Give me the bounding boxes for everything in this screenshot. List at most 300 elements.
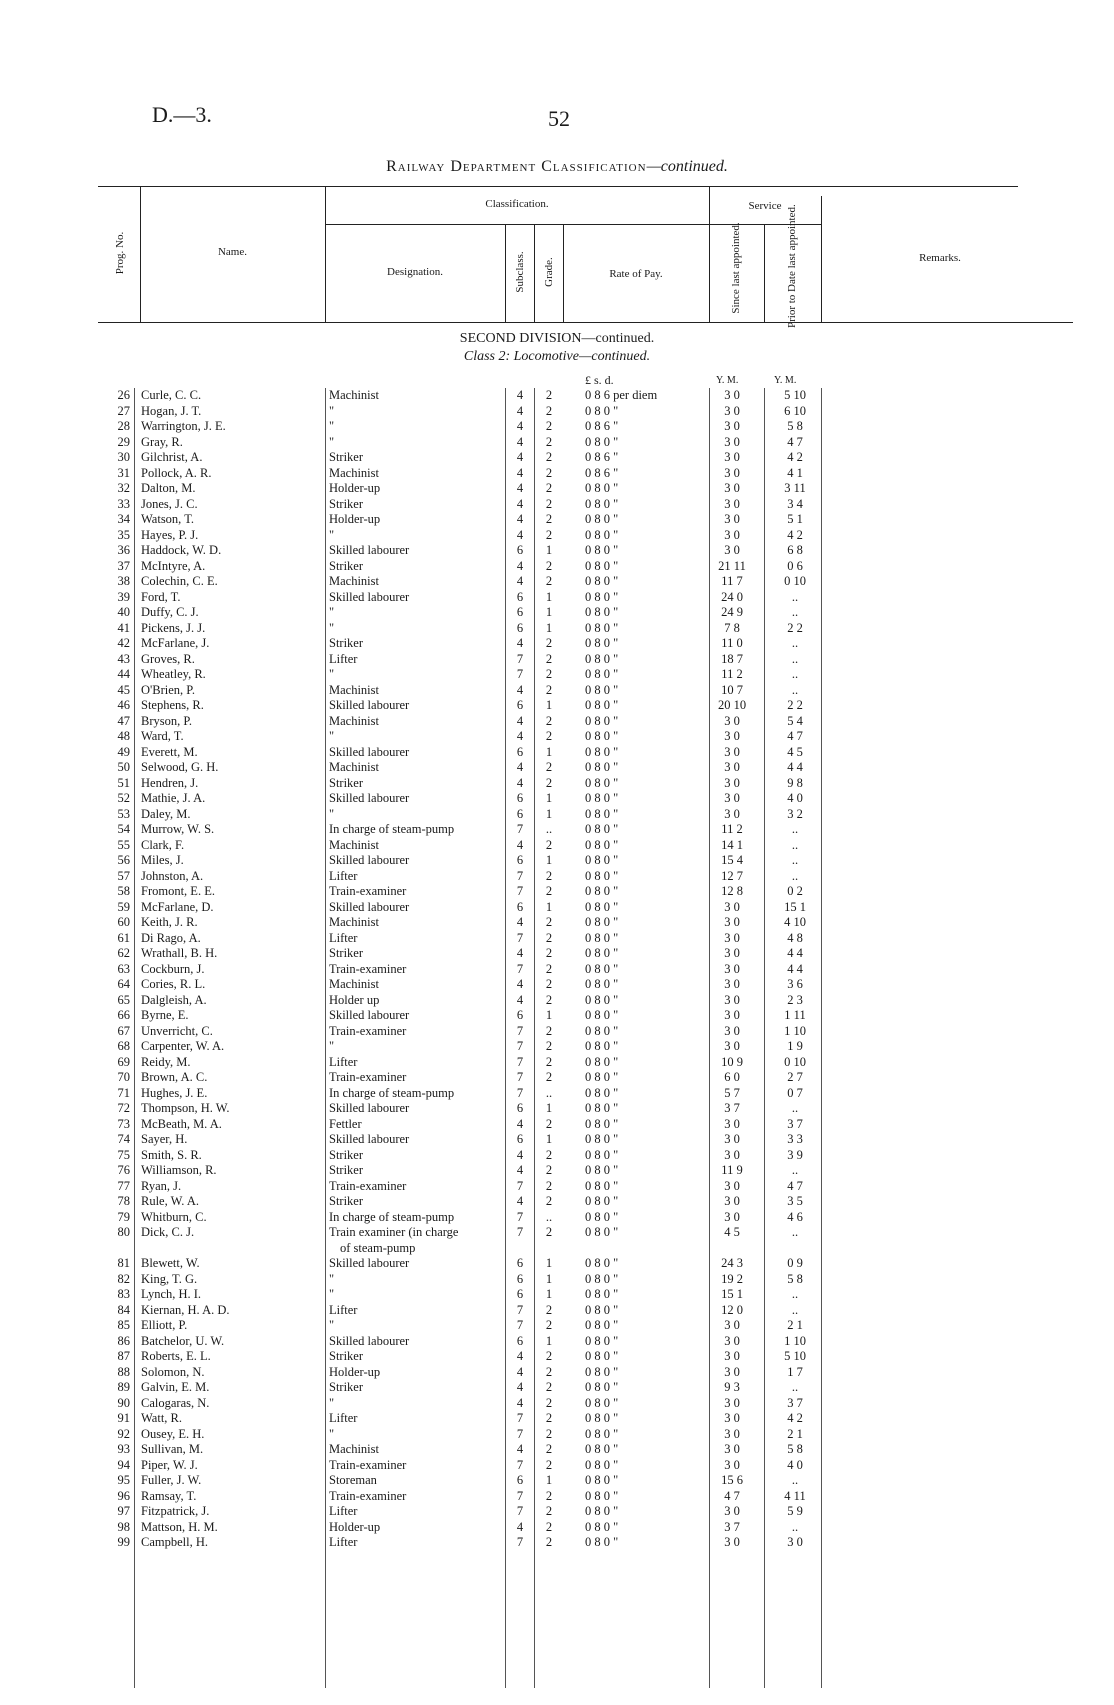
cell-name: Piper, W. J. bbox=[141, 1457, 198, 1472]
cell-grade: 2 bbox=[545, 1318, 553, 1332]
cell-designation: Skilled labourer bbox=[329, 744, 410, 759]
cell-rate-of-pay: 0 8 0 " bbox=[585, 605, 619, 619]
section-title: SECOND DIVISION—continued. bbox=[459, 331, 655, 346]
table-row bbox=[0, 652, 1114, 668]
cell-since-last: 3 0 bbox=[724, 1411, 740, 1425]
cell-grade: 2 bbox=[545, 1194, 553, 1208]
cell-since-last: 3 0 bbox=[724, 388, 740, 402]
table-row bbox=[0, 1504, 1114, 1520]
cell-grade: 2 bbox=[545, 930, 553, 945]
cell-name: Gilchrist, A. bbox=[141, 450, 203, 464]
cell-rate-of-pay: 0 8 0 " bbox=[585, 512, 619, 526]
cell-grade: 1 bbox=[545, 853, 553, 867]
cell-designation: Skilled labourer bbox=[329, 1008, 410, 1022]
cell-prior-to-date: 6 10 bbox=[784, 403, 806, 418]
cell-grade: 2 bbox=[545, 1457, 553, 1472]
cell-rate-of-pay: 0 8 0 " bbox=[585, 698, 619, 712]
cell-designation: Lifter bbox=[329, 1302, 358, 1317]
cell-rate-of-pay: 0 8 0 " bbox=[585, 651, 619, 666]
cell-designation: Striker bbox=[329, 1147, 364, 1162]
cell-prog-no: 41 bbox=[117, 620, 130, 635]
cell-subclass: 4 bbox=[516, 388, 524, 402]
cell-subclass: 4 bbox=[516, 713, 524, 728]
cell-designation: Lifter bbox=[329, 1504, 358, 1518]
cell-subclass: 4 bbox=[516, 977, 524, 991]
cell-grade: 2 bbox=[545, 1147, 553, 1162]
col-prior-to-date: Prior to Date last appointed. bbox=[786, 204, 798, 328]
cell-prior-to-date: 4 0 bbox=[787, 791, 803, 805]
table-row bbox=[0, 1535, 1114, 1551]
cell-grade: 2 bbox=[545, 1504, 553, 1518]
cell-designation: Train-examiner bbox=[329, 1178, 407, 1193]
table-row bbox=[0, 822, 1114, 838]
cell-name: Watson, T. bbox=[141, 512, 195, 526]
cell-subclass: 4 bbox=[516, 915, 524, 929]
cell-rate-of-pay: 0 8 0 " bbox=[585, 760, 619, 774]
cell-prior-to-date: .. bbox=[791, 1101, 799, 1115]
cell-grade: 2 bbox=[545, 1488, 553, 1503]
cell-grade: 1 bbox=[545, 744, 553, 759]
cell-name: Campbell, H. bbox=[141, 1535, 209, 1549]
cell-grade: .. bbox=[545, 822, 553, 836]
cell-prog-no: 44 bbox=[117, 667, 130, 681]
cell-grade: 2 bbox=[545, 760, 553, 774]
cell-rate-of-pay: 0 8 0 " bbox=[585, 822, 619, 836]
table-row bbox=[0, 621, 1114, 637]
table-row bbox=[0, 1380, 1114, 1396]
cell-rate-of-pay: 0 8 0 " bbox=[585, 1395, 619, 1410]
table-row bbox=[0, 636, 1114, 652]
cell-designation: " bbox=[329, 605, 335, 619]
cell-name: Mattson, H. M. bbox=[141, 1519, 218, 1534]
table-row bbox=[0, 1070, 1114, 1086]
cell-subclass: 6 bbox=[516, 899, 524, 914]
cell-designation: Lifter bbox=[329, 1054, 358, 1069]
cell-grade: 2 bbox=[545, 496, 553, 511]
cell-prior-to-date: .. bbox=[791, 1519, 799, 1534]
cell-prior-to-date: 5 8 bbox=[787, 419, 803, 433]
cell-subclass: 7 bbox=[516, 651, 524, 666]
cell-since-last: 3 0 bbox=[724, 1132, 740, 1146]
cell-since-last: 3 0 bbox=[724, 1008, 740, 1022]
cell-prior-to-date: 5 8 bbox=[787, 1442, 803, 1456]
cell-rate-of-pay: 0 8 0 " bbox=[585, 1178, 619, 1193]
cell-prog-no: 32 bbox=[117, 481, 130, 495]
cell-prog-no: 66 bbox=[117, 1008, 130, 1022]
cell-rate-of-pay: 0 8 0 " bbox=[585, 1070, 619, 1084]
cell-name: Ramsay, T. bbox=[141, 1488, 197, 1503]
cell-name: Wheatley, R. bbox=[141, 667, 206, 681]
cell-grade: 2 bbox=[545, 837, 553, 852]
cell-subclass: 7 bbox=[516, 930, 524, 945]
cell-prior-to-date: 0 7 bbox=[787, 1085, 803, 1100]
cell-designation: In charge of steam-pump bbox=[329, 1209, 455, 1224]
cell-rate-of-pay: 0 8 0 " bbox=[585, 1426, 619, 1441]
cell-subclass: 6 bbox=[516, 1271, 524, 1286]
cell-subclass: 6 bbox=[516, 806, 524, 821]
cell-rate-of-pay: 0 8 0 " bbox=[585, 574, 619, 588]
service-rule bbox=[709, 224, 821, 225]
table-row bbox=[0, 404, 1114, 420]
cell-rate-of-pay: 0 8 0 " bbox=[585, 1101, 619, 1115]
cell-prior-to-date: 3 5 bbox=[787, 1194, 803, 1208]
cell-rate-of-pay: 0 8 0 " bbox=[585, 853, 619, 867]
table-row bbox=[0, 1179, 1114, 1195]
cell-prog-no: 34 bbox=[117, 512, 130, 526]
cell-rate-of-pay: 0 8 0 " bbox=[585, 930, 619, 945]
cell-prior-to-date: 15 1 bbox=[784, 899, 806, 914]
cell-grade: 2 bbox=[545, 868, 553, 883]
cell-since-last: 10 9 bbox=[721, 1054, 743, 1069]
cell-prior-to-date: 4 7 bbox=[787, 729, 803, 743]
cell-subclass: 6 bbox=[516, 853, 524, 867]
cell-subclass: 6 bbox=[516, 589, 524, 604]
cell-subclass: 4 bbox=[516, 574, 524, 588]
cell-rate-of-pay: 0 8 0 " bbox=[585, 1054, 619, 1069]
cell-prog-no: 61 bbox=[117, 930, 130, 945]
cell-name: McFarlane, D. bbox=[141, 899, 214, 914]
cell-designation: Striker bbox=[329, 558, 364, 573]
cell-since-last: 15 6 bbox=[721, 1473, 743, 1487]
cell-prog-no: 35 bbox=[117, 527, 130, 542]
cell-since-last: 24 0 bbox=[721, 589, 743, 604]
cell-prior-to-date: 2 7 bbox=[787, 1070, 803, 1084]
cell-designation: Holder-up bbox=[329, 512, 381, 526]
cell-subclass: 4 bbox=[516, 434, 524, 449]
document-id: D.—3. bbox=[152, 102, 212, 127]
cell-rate-of-pay: 0 8 0 " bbox=[585, 915, 619, 929]
cell-rate-of-pay: 0 8 0 " bbox=[585, 682, 619, 697]
cell-subclass: 6 bbox=[516, 1287, 524, 1301]
cell-prog-no: 67 bbox=[117, 1023, 130, 1038]
cell-designation: Skilled labourer bbox=[329, 853, 410, 867]
cell-designation: " bbox=[329, 434, 335, 449]
table-row bbox=[0, 1039, 1114, 1055]
cell-designation: Machinist bbox=[329, 713, 379, 728]
table-row bbox=[0, 559, 1114, 575]
cell-grade: 2 bbox=[545, 651, 553, 666]
cell-designation: " bbox=[329, 1426, 335, 1441]
table-row bbox=[0, 1163, 1114, 1179]
cell-designation: Holder-up bbox=[329, 1364, 381, 1379]
cell-subclass: 6 bbox=[516, 1473, 524, 1487]
cell-prior-to-date: 5 10 bbox=[784, 1349, 806, 1363]
cell-prog-no: 31 bbox=[117, 465, 130, 480]
cell-rate-of-pay: 0 8 0 " bbox=[585, 1256, 619, 1270]
cell-prog-no: 60 bbox=[117, 915, 130, 929]
cell-designation: Skilled labourer bbox=[329, 791, 410, 805]
cell-since-last: 3 0 bbox=[724, 899, 740, 914]
table-row bbox=[0, 450, 1114, 466]
cell-subclass: 6 bbox=[516, 744, 524, 759]
table-row bbox=[0, 993, 1114, 1009]
cell-designation: Storeman bbox=[329, 1473, 377, 1487]
cell-name: Pollock, A. R. bbox=[141, 465, 212, 480]
section-subtitle: Class 2: Locomotive—continued. bbox=[463, 349, 651, 364]
cell-designation: Skilled labourer bbox=[329, 698, 410, 712]
cell-subclass: 4 bbox=[516, 1442, 524, 1456]
cell-rate-of-pay: 0 8 0 " bbox=[585, 868, 619, 883]
cell-since-last: 3 0 bbox=[724, 992, 740, 1007]
cell-grade: 2 bbox=[545, 388, 553, 402]
cell-designation: Machinist bbox=[329, 1442, 379, 1456]
cell-prior-to-date: 5 10 bbox=[784, 388, 806, 402]
cell-designation: Machinist bbox=[329, 465, 379, 480]
cell-since-last: 3 0 bbox=[724, 1194, 740, 1208]
cell-grade: 2 bbox=[545, 713, 553, 728]
cell-name: McFarlane, J. bbox=[141, 636, 210, 650]
cell-since-last: 6 0 bbox=[724, 1070, 740, 1084]
cell-grade: 2 bbox=[545, 636, 553, 650]
cell-since-last: 5 7 bbox=[724, 1085, 740, 1100]
cell-prog-no: 89 bbox=[117, 1380, 130, 1394]
cell-designation: " bbox=[329, 1039, 335, 1053]
cell-subclass: 6 bbox=[516, 791, 524, 805]
cell-prog-no: 88 bbox=[117, 1364, 130, 1379]
cell-name: Calogaras, N. bbox=[141, 1395, 210, 1410]
cell-name: Ousey, E. H. bbox=[141, 1426, 205, 1441]
cell-since-last: 3 0 bbox=[724, 977, 740, 991]
cell-prior-to-date: 3 9 bbox=[787, 1147, 803, 1162]
cell-prior-to-date: 2 1 bbox=[787, 1318, 803, 1332]
cell-rate-of-pay: 0 8 6 " bbox=[585, 465, 619, 480]
cell-subclass: 7 bbox=[516, 1318, 524, 1332]
table-row bbox=[0, 745, 1114, 761]
cell-subclass: 4 bbox=[516, 1349, 524, 1363]
cell-grade: 2 bbox=[545, 1023, 553, 1038]
cell-rate-of-pay: 0 8 0 " bbox=[585, 744, 619, 759]
cell-prior-to-date: 5 4 bbox=[787, 713, 803, 728]
cell-prior-to-date: 3 7 bbox=[787, 1395, 803, 1410]
cell-designation: " bbox=[329, 667, 335, 681]
cell-since-last: 3 0 bbox=[724, 1395, 740, 1410]
cell-name: Jones, J. C. bbox=[141, 496, 198, 511]
cell-designation: Holder-up bbox=[329, 1519, 381, 1534]
cell-prog-no: 65 bbox=[117, 992, 130, 1007]
cell-prior-to-date: 3 3 bbox=[787, 1132, 803, 1146]
cell-designation: " bbox=[329, 620, 335, 635]
cell-grade: 2 bbox=[545, 434, 553, 449]
cell-prog-no: 79 bbox=[117, 1209, 130, 1224]
cell-prog-no: 64 bbox=[117, 977, 130, 991]
cell-since-last: 3 0 bbox=[724, 1364, 740, 1379]
cell-prior-to-date: 5 1 bbox=[787, 512, 803, 526]
cell-since-last: 3 7 bbox=[724, 1519, 740, 1534]
cell-subclass: 7 bbox=[516, 1023, 524, 1038]
cell-since-last: 3 0 bbox=[724, 434, 740, 449]
cell-subclass: 4 bbox=[516, 729, 524, 743]
table-row bbox=[0, 590, 1114, 606]
cell-prior-to-date: 4 0 bbox=[787, 1457, 803, 1472]
cell-prior-to-date: 0 10 bbox=[784, 1054, 806, 1069]
cell-grade: 2 bbox=[545, 884, 553, 898]
cell-prog-no: 53 bbox=[117, 806, 130, 821]
cell-grade: .. bbox=[545, 1085, 553, 1100]
table-row bbox=[0, 884, 1114, 900]
table-row bbox=[0, 1473, 1114, 1489]
cell-name: Ward, T. bbox=[141, 729, 184, 743]
cell-subclass: 4 bbox=[516, 837, 524, 852]
cell-since-last: 3 0 bbox=[724, 1147, 740, 1162]
cell-designation: In charge of steam-pump bbox=[329, 822, 455, 836]
cell-since-last: 14 1 bbox=[721, 837, 743, 852]
table-row bbox=[0, 543, 1114, 559]
table-row bbox=[0, 1024, 1114, 1040]
cell-prog-no: 52 bbox=[117, 791, 130, 805]
cell-grade: 2 bbox=[545, 1395, 553, 1410]
cell-prior-to-date: .. bbox=[791, 636, 799, 650]
cell-grade: 2 bbox=[545, 1380, 553, 1394]
cell-subclass: 7 bbox=[516, 667, 524, 681]
cell-grade: 2 bbox=[545, 1349, 553, 1363]
cell-name: McIntyre, A. bbox=[141, 558, 206, 573]
cell-prog-no: 45 bbox=[117, 682, 130, 697]
cell-prog-no: 82 bbox=[117, 1271, 130, 1286]
cell-grade: 1 bbox=[545, 1132, 553, 1146]
cell-grade: 2 bbox=[545, 558, 553, 573]
cell-grade: 1 bbox=[545, 543, 553, 557]
cell-designation: " bbox=[329, 729, 335, 743]
cell-subclass: 7 bbox=[516, 961, 524, 976]
table-row bbox=[0, 1334, 1114, 1350]
cell-designation: Striker bbox=[329, 1163, 364, 1177]
cell-designation: " bbox=[329, 527, 335, 542]
cell-prog-no: 98 bbox=[117, 1519, 130, 1534]
table-row bbox=[0, 1489, 1114, 1505]
cell-subclass: 4 bbox=[516, 558, 524, 573]
cell-prior-to-date: .. bbox=[791, 1302, 799, 1317]
cell-grade: 2 bbox=[545, 1054, 553, 1069]
units-pay: £ s. d. bbox=[585, 373, 614, 387]
cell-prior-to-date: 3 7 bbox=[787, 1116, 803, 1131]
header-rule-top bbox=[98, 186, 1018, 187]
cell-name: Haddock, W. D. bbox=[141, 543, 222, 557]
cell-designation: Machinist bbox=[329, 574, 379, 588]
cell-since-last: 4 5 bbox=[724, 1225, 740, 1239]
table-row bbox=[0, 1318, 1114, 1334]
table-row bbox=[0, 574, 1114, 590]
cell-designation: Skilled labourer bbox=[329, 1101, 410, 1115]
cell-subclass: 4 bbox=[516, 1380, 524, 1394]
cell-grade: 1 bbox=[545, 1008, 553, 1022]
cell-since-last: 3 0 bbox=[724, 1023, 740, 1038]
cell-since-last: 12 0 bbox=[721, 1302, 743, 1317]
cell-prog-no: 62 bbox=[117, 946, 130, 960]
cell-grade: 2 bbox=[545, 946, 553, 960]
cell-name: Curle, C. C. bbox=[141, 388, 202, 402]
cell-rate-of-pay: 0 8 0 " bbox=[585, 1008, 619, 1022]
col-service: Service bbox=[748, 200, 782, 212]
cell-since-last: 3 0 bbox=[724, 403, 740, 418]
cell-subclass: 4 bbox=[516, 946, 524, 960]
cell-prog-no: 84 bbox=[117, 1302, 130, 1317]
cell-since-last: 3 0 bbox=[724, 806, 740, 821]
cell-name: Batchelor, U. W. bbox=[141, 1333, 225, 1348]
header-rule-bottom bbox=[98, 322, 1073, 323]
header-div-4 bbox=[534, 224, 535, 322]
cell-subclass: 4 bbox=[516, 1116, 524, 1131]
cell-grade: 2 bbox=[545, 450, 553, 464]
cell-subclass: 6 bbox=[516, 1333, 524, 1348]
cell-name: Colechin, C. E. bbox=[141, 574, 218, 588]
cell-rate-of-pay: 0 8 0 " bbox=[585, 558, 619, 573]
table-row bbox=[0, 1148, 1114, 1164]
cell-rate-of-pay: 0 8 0 " bbox=[585, 1132, 619, 1146]
table-row bbox=[0, 497, 1114, 513]
cell-designation: Lifter bbox=[329, 930, 358, 945]
cell-rate-of-pay: 0 8 0 " bbox=[585, 1302, 619, 1317]
cell-name: Roberts, E. L. bbox=[141, 1349, 211, 1363]
cell-prior-to-date: 3 0 bbox=[787, 1535, 803, 1549]
cell-designation: of steam-pump bbox=[340, 1240, 416, 1255]
cell-name: Ryan, J. bbox=[141, 1178, 182, 1193]
cell-prior-to-date: 2 1 bbox=[787, 1426, 803, 1441]
cell-prog-no: 40 bbox=[117, 605, 130, 619]
cell-grade: 2 bbox=[545, 1116, 553, 1131]
cell-since-last: 10 7 bbox=[721, 682, 743, 697]
cell-since-last: 3 0 bbox=[724, 465, 740, 480]
cell-subclass: 7 bbox=[516, 1426, 524, 1441]
cell-grade: 2 bbox=[545, 992, 553, 1007]
cell-designation: Train-examiner bbox=[329, 961, 407, 976]
table-row bbox=[0, 528, 1114, 544]
cell-since-last: 3 0 bbox=[724, 1426, 740, 1441]
cell-prior-to-date: 4 2 bbox=[787, 1411, 803, 1425]
cell-prior-to-date: 4 2 bbox=[787, 450, 803, 464]
cell-rate-of-pay: 0 8 0 " bbox=[585, 1457, 619, 1472]
cell-name: Unverricht, C. bbox=[141, 1023, 213, 1038]
cell-name: Kiernan, H. A. D. bbox=[141, 1302, 230, 1317]
cell-prior-to-date: 5 8 bbox=[787, 1271, 803, 1286]
cell-prior-to-date: 1 11 bbox=[784, 1008, 806, 1022]
cell-subclass: 7 bbox=[516, 1225, 524, 1239]
cell-prior-to-date: 9 8 bbox=[787, 775, 803, 790]
cell-since-last: 3 0 bbox=[724, 744, 740, 759]
cell-prog-no: 28 bbox=[117, 419, 130, 433]
cell-prior-to-date: 4 11 bbox=[784, 1488, 806, 1503]
cell-rate-of-pay: 0 8 0 " bbox=[585, 713, 619, 728]
cell-name: Miles, J. bbox=[141, 853, 184, 867]
cell-grade: 2 bbox=[545, 1535, 553, 1549]
cell-name: Carpenter, W. A. bbox=[141, 1039, 225, 1053]
cell-grade: 1 bbox=[545, 620, 553, 635]
cell-since-last: 11 2 bbox=[721, 667, 743, 681]
cell-prior-to-date: 0 10 bbox=[784, 574, 806, 588]
cell-prog-no: 93 bbox=[117, 1442, 130, 1456]
cell-rate-of-pay: 0 8 0 " bbox=[585, 1023, 619, 1038]
cell-grade: 2 bbox=[545, 512, 553, 526]
cell-grade: 1 bbox=[545, 1473, 553, 1487]
cell-since-last: 3 0 bbox=[724, 1333, 740, 1348]
cell-since-last: 4 7 bbox=[724, 1488, 740, 1503]
cell-name: Hayes, P. J. bbox=[141, 527, 199, 542]
cell-prog-no: 30 bbox=[117, 450, 130, 464]
table-row bbox=[0, 1287, 1114, 1303]
cell-prior-to-date: 0 9 bbox=[787, 1256, 803, 1270]
cell-name: Dick, C. J. bbox=[141, 1225, 195, 1239]
cell-prior-to-date: .. bbox=[791, 589, 799, 604]
table-row bbox=[0, 1427, 1114, 1443]
table-row bbox=[0, 481, 1114, 497]
cell-name: Fitzpatrick, J. bbox=[141, 1504, 210, 1518]
cell-rate-of-pay: 0 8 0 " bbox=[585, 1488, 619, 1503]
cell-prior-to-date: 4 4 bbox=[787, 760, 803, 774]
cell-subclass: 6 bbox=[516, 698, 524, 712]
cell-designation: Skilled labourer bbox=[329, 1132, 410, 1146]
cell-since-last: 18 7 bbox=[721, 651, 743, 666]
cell-subclass: 7 bbox=[516, 1504, 524, 1518]
cell-designation: " bbox=[329, 1271, 335, 1286]
